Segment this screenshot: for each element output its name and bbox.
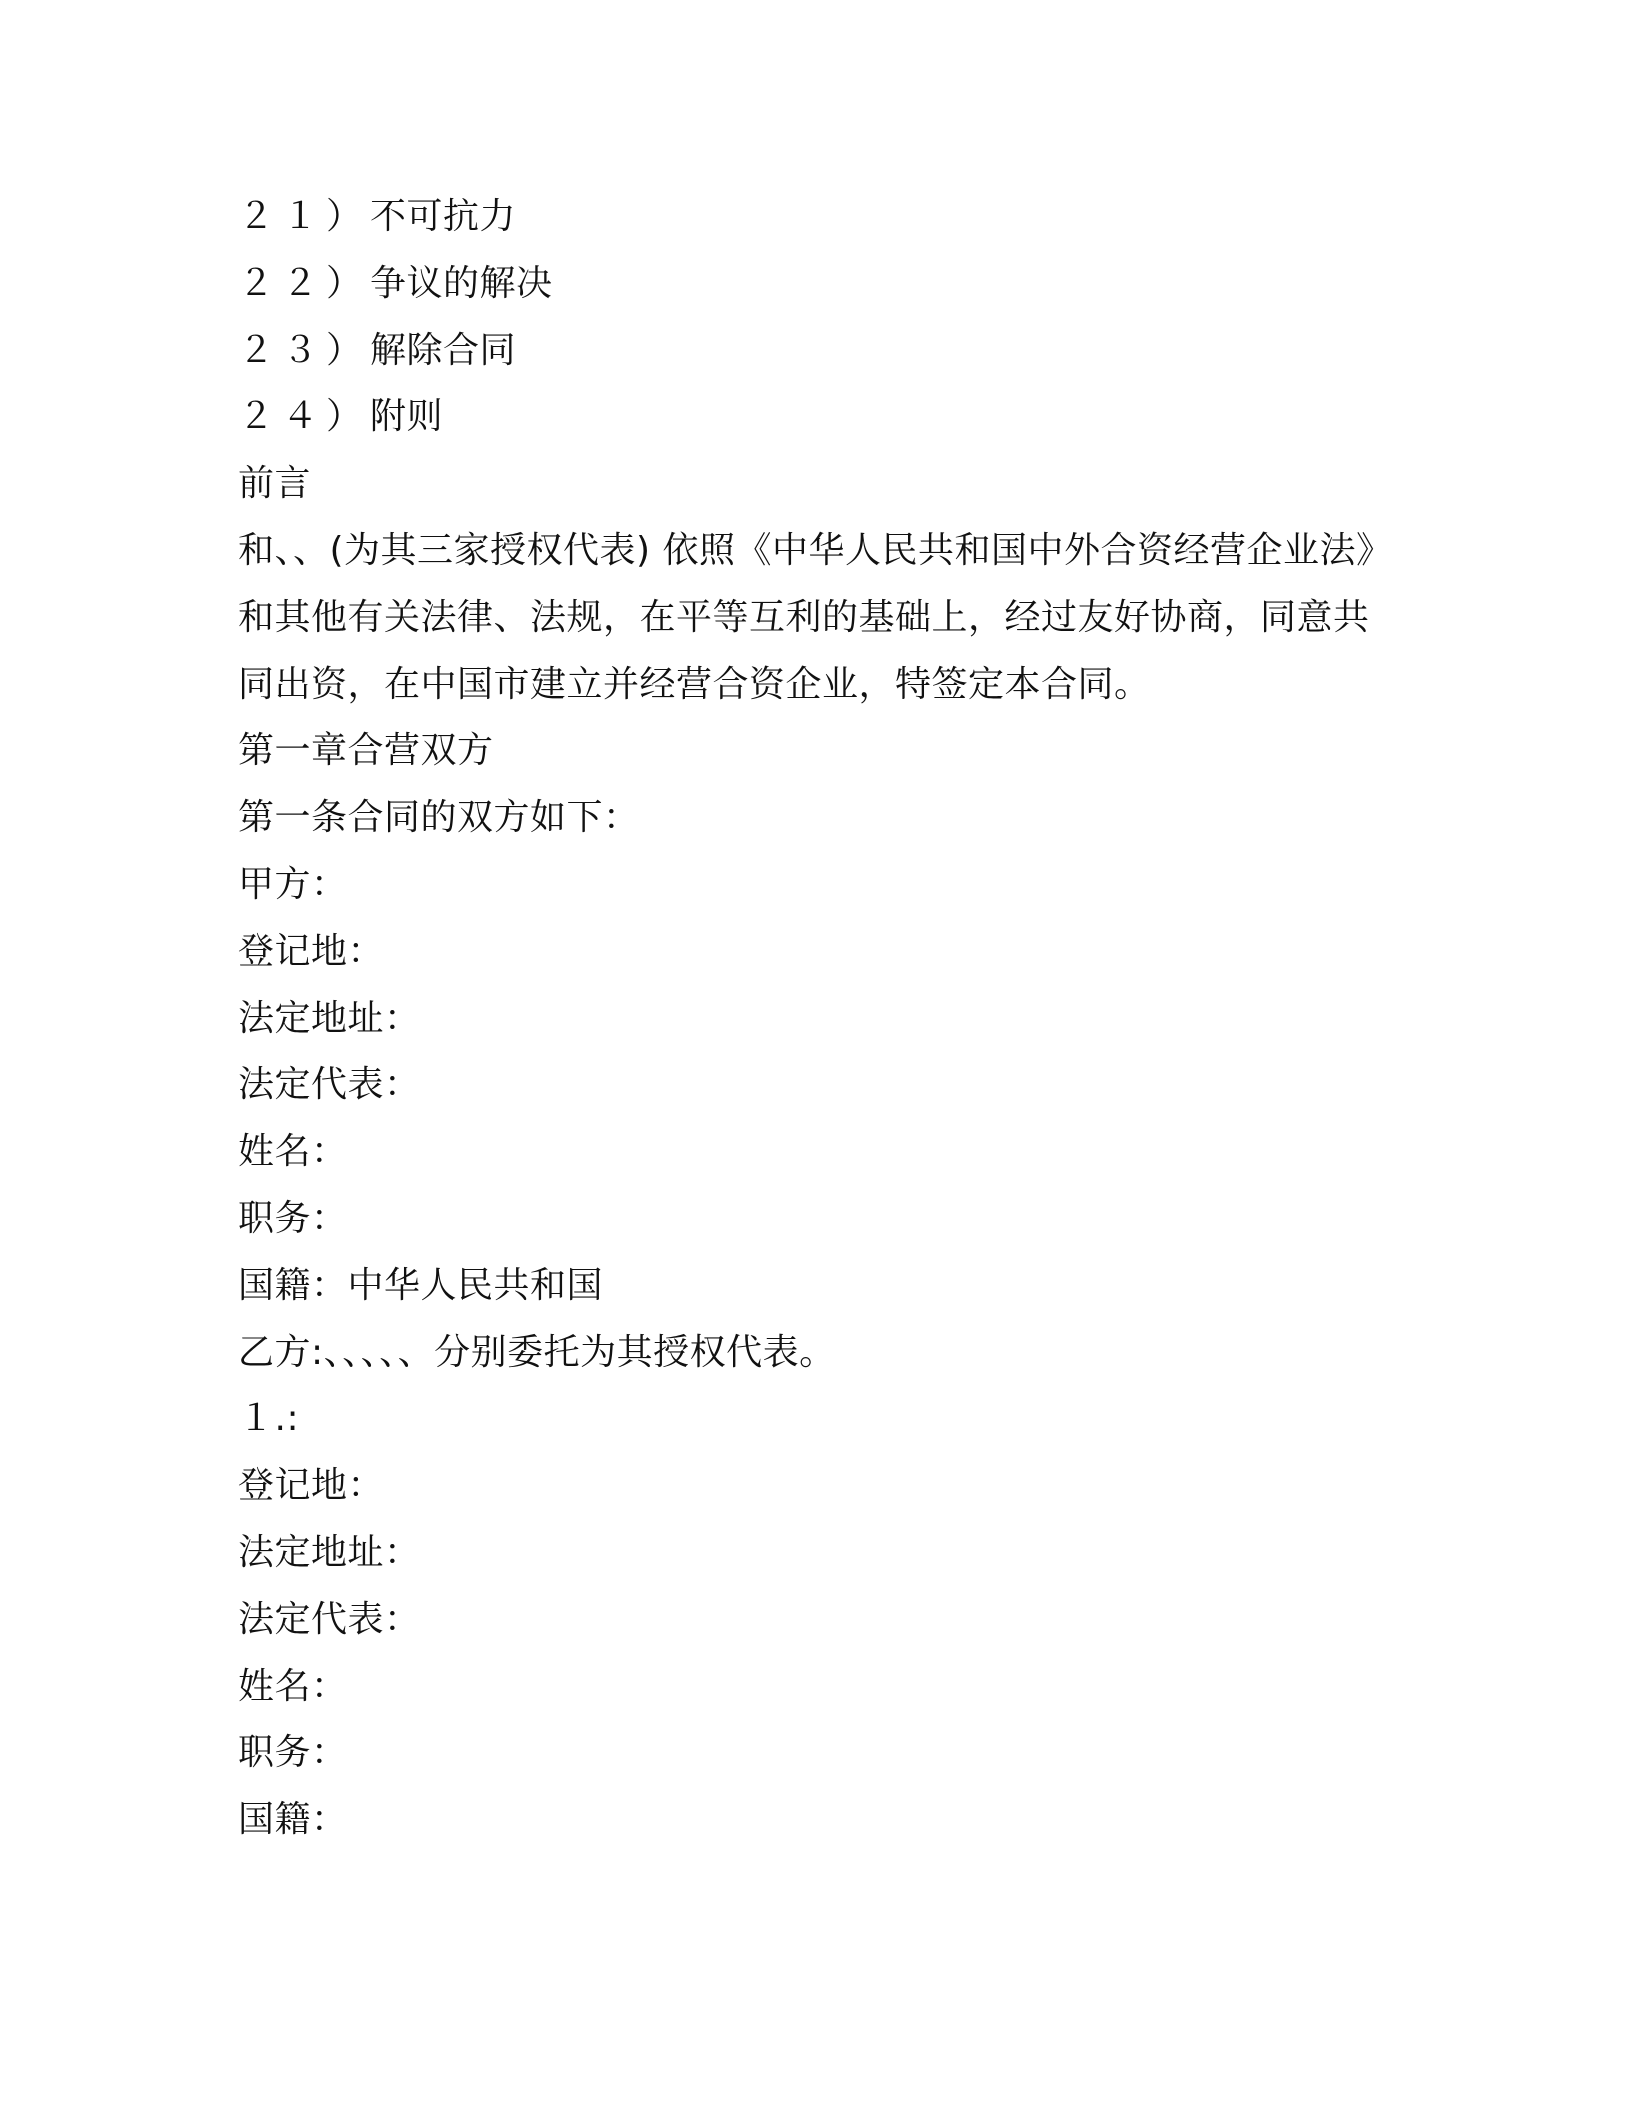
toc-number: ２２）: [238, 262, 371, 304]
party-b-legal-rep: 法定代表：: [238, 1598, 421, 1640]
preface-line-2: 和其他有关法律、法规，在平等互利的基础上，经过友好协商，同意共: [238, 596, 1370, 638]
party-a-legal-rep: 法定代表：: [238, 1064, 421, 1106]
party-b-position: 职务：: [238, 1732, 348, 1774]
toc-title: 解除合同: [370, 329, 517, 371]
toc-item-22: [238, 251, 1398, 318]
preface-line-3: 同出资，在中国市建立并经营合资企业，特签定本合同。: [238, 663, 1151, 705]
party-b-legal-address: 法定地址：: [238, 1531, 421, 1573]
party-a-name: 姓名：: [238, 1131, 348, 1173]
article-heading: 第一条合同的双方如下：: [238, 797, 640, 839]
toc-title: 争议的解决: [370, 262, 553, 304]
document-body: [238, 184, 1398, 1854]
party-b-nationality: 国籍：: [238, 1799, 348, 1841]
party-b-name: 姓名：: [238, 1665, 348, 1707]
toc-title: 不可抗力: [370, 196, 517, 237]
toc-item-21: [238, 184, 1398, 251]
toc-title: 附则: [370, 396, 444, 438]
party-a-nationality: 国籍：中华人民共和国: [238, 1264, 604, 1306]
preface-heading: 前言: [238, 463, 312, 505]
party-a-position: 职务：: [238, 1197, 348, 1239]
party-a-registration: 登记地：: [238, 930, 385, 972]
party-b-registration: 登记地：: [238, 1465, 385, 1507]
preface-line-1: 和、、(为其三家授权代表) 依照《中华人民共和国中外合资经营企业法》: [238, 529, 1393, 571]
party-b-item-1: １.:: [238, 1398, 300, 1440]
toc-item-23: [238, 318, 1398, 385]
party-a-label: 甲方：: [238, 863, 348, 905]
toc-number: ２４）: [238, 396, 371, 438]
toc-number: ２１）: [238, 196, 371, 237]
chapter-heading: 第一章合营双方: [238, 730, 494, 772]
party-a-legal-address: 法定地址：: [238, 997, 421, 1039]
party-b-label: 乙方:、、、、、分别委托为其授权代表。: [238, 1331, 836, 1373]
toc-number: ２３）: [238, 329, 371, 371]
toc-item-24: [238, 384, 1398, 451]
